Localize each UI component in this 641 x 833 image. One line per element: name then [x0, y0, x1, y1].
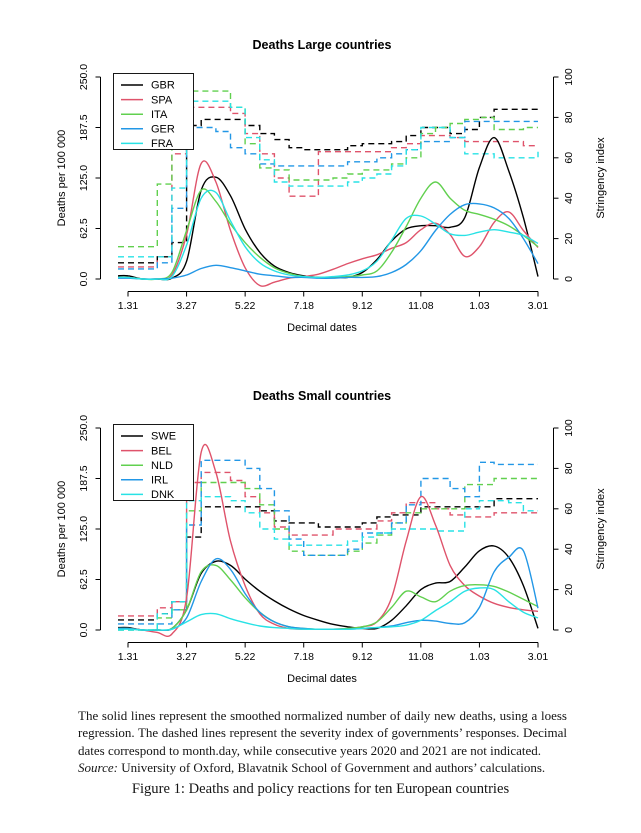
y-left-tick-label: 0.0 — [78, 622, 90, 638]
y-left-tick-label: 125.0 — [78, 164, 90, 192]
chart-deaths-small-countries — [0, 369, 641, 699]
legend-label-nld: NLD — [151, 459, 174, 472]
x-tick-label: 1.03 — [469, 651, 490, 663]
y-right-tick-label: 0 — [563, 627, 575, 633]
y-right-tick-label: 60 — [563, 151, 575, 164]
y-right-axis-label: Stringency index — [595, 488, 607, 570]
legend-label-ita: ITA — [151, 108, 168, 121]
x-tick-label: 3.27 — [176, 651, 197, 663]
legend — [114, 425, 194, 502]
x-tick-label: 11.08 — [408, 300, 434, 312]
y-right-tick-label: 40 — [563, 192, 575, 205]
x-tick-label: 1.31 — [117, 300, 139, 312]
y-left-tick-label: 125.0 — [78, 515, 90, 543]
y-left-axis-label: Deaths per 100 000 — [56, 480, 68, 578]
legend-label-bel: BEL — [151, 445, 172, 458]
chart-title: Deaths Small countries — [252, 389, 392, 403]
x-tick-label: 11.08 — [408, 651, 434, 663]
notes-source-text: University of Oxford, Blavatnik School of Government and authors’ calculations. — [117, 760, 546, 776]
series-ger-deaths-solid-line — [118, 203, 538, 279]
y-right-tick-label: 60 — [563, 502, 575, 515]
y-left-tick-label: 187.5 — [78, 114, 90, 141]
legend-label-irl: IRL — [151, 474, 169, 487]
y-right-tick-label: 20 — [563, 583, 575, 596]
y-left-tick-label: 62.5 — [78, 218, 90, 239]
y-left-tick-label: 187.5 — [78, 465, 90, 492]
x-tick-label: 1.31 — [117, 651, 139, 663]
x-tick-label: 5.22 — [234, 300, 256, 312]
series-ita-deaths-solid-line — [118, 182, 538, 280]
legend-label-spa: SPA — [151, 94, 173, 107]
y-right-axis-label: Stringency index — [595, 137, 607, 219]
y-right-tick-label: 0 — [563, 276, 575, 282]
y-left-axis-label: Deaths per 100 000 — [56, 129, 68, 227]
y-right-tick-label: 80 — [563, 111, 575, 124]
legend-label-ger: GER — [151, 123, 175, 136]
y-right-tick-label: 20 — [563, 232, 575, 245]
figure-caption: Figure 1: Deaths and policy reactions for ten European countries — [131, 781, 510, 797]
figure-notes — [78, 707, 567, 777]
x-tick-label: 3.01 — [527, 651, 549, 663]
x-tick-label: 9.12 — [352, 651, 373, 663]
x-tick-label: 9.12 — [352, 300, 373, 312]
legend — [114, 74, 194, 151]
y-left-tick-label: 250.0 — [78, 63, 90, 91]
y-right-tick-label: 80 — [563, 462, 575, 475]
x-tick-label: 1.03 — [469, 300, 490, 312]
chart-deaths-large-countries — [0, 18, 641, 363]
legend-label-fra: FRA — [151, 138, 173, 151]
x-tick-label: 7.18 — [293, 300, 314, 312]
y-right-tick-label: 40 — [563, 543, 575, 556]
x-tick-label: 3.27 — [176, 300, 197, 312]
x-tick-label: 7.18 — [293, 651, 314, 663]
chart-title: Deaths Large countries — [252, 38, 392, 52]
y-right-tick-label: 100 — [563, 419, 575, 437]
notes-body: The solid lines represent the smoothed normalized number of daily new deaths, using a loess regression. The dashed lines represent the severity index of governments’ responses. Decimal dates correspond to month.day, while consecutive years 2020 and 2021 are not indicated. — [78, 708, 567, 758]
y-right-tick-label: 100 — [563, 68, 575, 86]
y-left-tick-label: 0.0 — [78, 271, 90, 287]
notes-source-label: Source: — [78, 760, 118, 776]
notes-source-line — [78, 759, 567, 776]
x-axis-label: Decimal dates — [287, 322, 357, 334]
legend-label-swe: SWE — [151, 430, 177, 443]
x-tick-label: 5.22 — [234, 651, 256, 663]
legend-label-dnk: DNK — [151, 489, 175, 502]
y-left-tick-label: 250.0 — [78, 414, 90, 442]
y-left-tick-label: 62.5 — [78, 569, 90, 590]
x-tick-label: 3.01 — [527, 300, 549, 312]
x-axis-label: Decimal dates — [287, 673, 357, 685]
legend-label-gbr: GBR — [151, 79, 175, 92]
